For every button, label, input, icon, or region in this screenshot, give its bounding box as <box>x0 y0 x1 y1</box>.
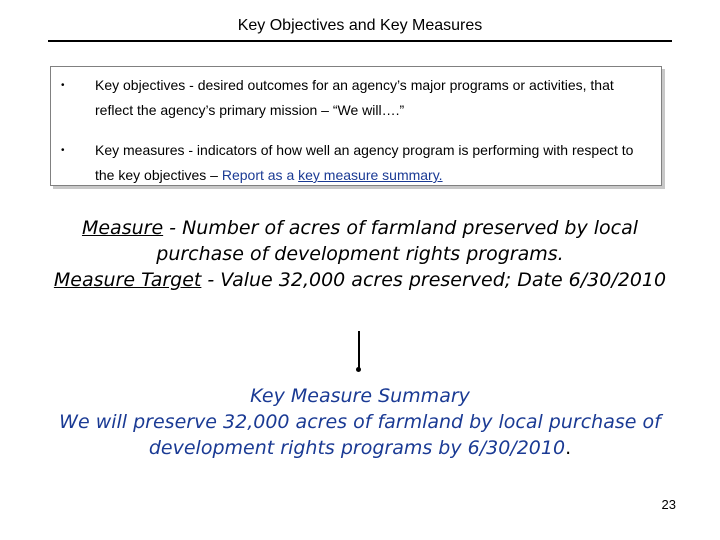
summary-heading: Key Measure Summary <box>250 385 470 407</box>
measure-target-label: Measure Target <box>53 269 202 291</box>
bullet: • <box>61 145 65 156</box>
term-key-objectives: Key objectives <box>95 77 186 93</box>
connector-line <box>358 331 360 369</box>
slide-title: Key Objectives and Key Measures <box>237 17 483 34</box>
description-key-measures: - indicators of how well an agency program is performing with respect to the key objectives – <box>95 142 634 183</box>
key-measure-summary-link[interactable]: key measure summary. <box>298 167 443 183</box>
measure-label: Measure <box>81 217 164 239</box>
summary-end-mark: . <box>565 437 572 459</box>
bullet: • <box>61 80 65 91</box>
description-key-objectives: - desired outcomes for an agency’s major programs or activities, that reflect the agency’s primary mission – “We will….” <box>95 77 614 118</box>
measure-text: - Number of acres of farmland preserved by local purchase of development rights programs. <box>156 217 639 265</box>
measure-target-text: - Value 32,000 acres preserved; Date 6/30/2010 <box>201 269 667 291</box>
term-key-measures: Key measures <box>95 142 185 158</box>
page-number: 23 <box>661 497 676 512</box>
summary-block <box>40 383 680 461</box>
connector-dot <box>356 367 361 372</box>
report-text: Report as a <box>221 167 299 183</box>
definition-key-objectives <box>61 73 655 123</box>
measure-block <box>40 215 680 293</box>
summary-text: We will preserve 32,000 acres of farmland by local purchase of development rights programs by 6/30/2010 <box>59 411 661 459</box>
title-rule <box>48 40 672 42</box>
definitions-box <box>50 66 662 186</box>
definition-key-measures <box>61 138 655 188</box>
